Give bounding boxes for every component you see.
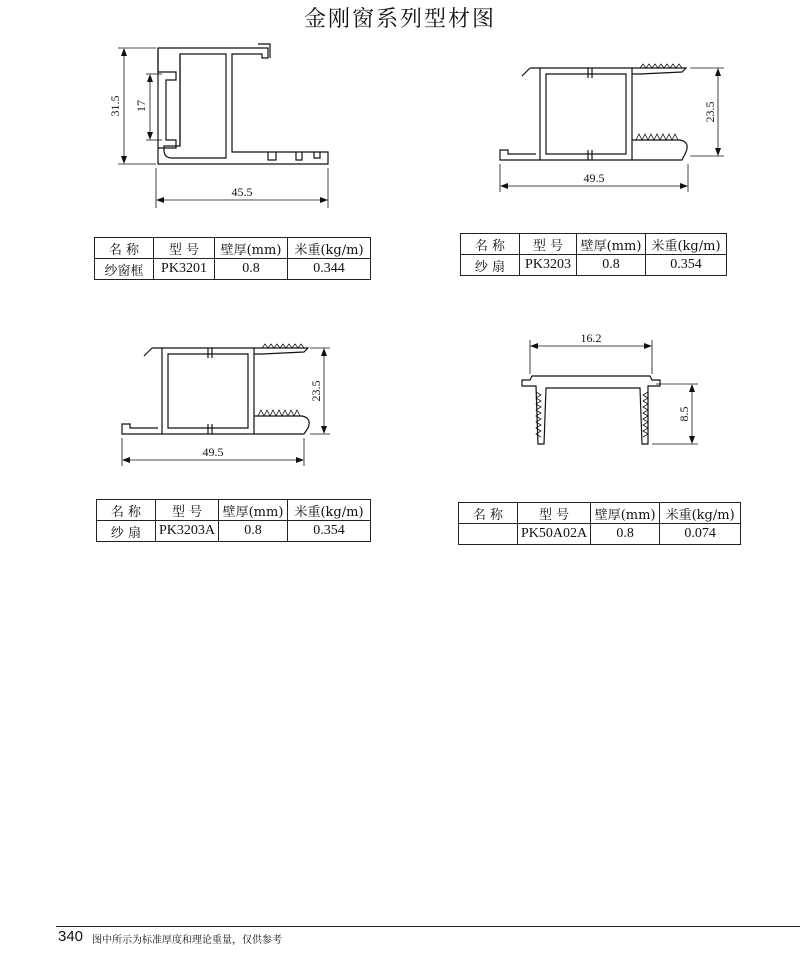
table-row (459, 524, 741, 545)
cell-model: PK50A02A (518, 524, 591, 545)
cell-name: 纱 扇 (97, 521, 156, 542)
header-wall: 壁厚(mm) (219, 500, 288, 521)
header-name: 名 称 (461, 234, 520, 255)
footer-note: 图中所示为标准厚度和理论重量，仅供参考 (92, 935, 282, 946)
header-name: 名 称 (95, 238, 154, 259)
header-weight: 米重(kg/m) (660, 503, 741, 524)
cell-weight: 0.354 (288, 521, 371, 542)
cell-weight: 0.344 (288, 259, 371, 280)
dim-label: 16.2 (580, 331, 602, 345)
table-row (97, 521, 371, 542)
spec-table-pk3203 (460, 233, 727, 276)
cell-wall: 0.8 (577, 255, 646, 276)
header-name: 名 称 (97, 500, 156, 521)
header-model: 型 号 (518, 503, 591, 524)
header-model: 型 号 (156, 500, 219, 521)
dim-label: 23.5 (703, 101, 717, 123)
table-header-row (459, 503, 741, 524)
dim-label: 31.5 (108, 95, 122, 117)
cell-name (459, 524, 518, 545)
header-wall: 壁厚(mm) (591, 503, 660, 524)
header-weight: 米重(kg/m) (646, 234, 727, 255)
profile-drawing-pk3203 (500, 64, 724, 192)
dim-label: 45.5 (231, 185, 253, 199)
page-number: 340 (58, 928, 84, 945)
profile-drawing-pk3203a (122, 344, 330, 466)
dim-label: 17 (134, 100, 148, 112)
cell-wall: 0.8 (219, 521, 288, 542)
dim-label: 49.5 (583, 171, 605, 185)
table-header-row (95, 238, 371, 259)
table-row (95, 259, 371, 280)
cell-wall: 0.8 (591, 524, 660, 545)
cell-weight: 0.074 (660, 524, 741, 545)
table-header-row (97, 500, 371, 521)
table-header-row (461, 234, 727, 255)
header-weight: 米重(kg/m) (288, 238, 371, 259)
header-model: 型 号 (520, 234, 577, 255)
header-wall: 壁厚(mm) (215, 238, 288, 259)
cell-wall: 0.8 (215, 259, 288, 280)
cell-weight: 0.354 (646, 255, 727, 276)
profile-drawing-pk3201 (118, 44, 328, 208)
header-weight: 米重(kg/m) (288, 500, 371, 521)
cell-name: 纱 扇 (461, 255, 520, 276)
footer-divider (56, 926, 800, 927)
cell-model: PK3203 (520, 255, 577, 276)
spec-table-pk3203a (96, 499, 371, 542)
dim-label: 49.5 (202, 445, 224, 459)
dim-label: 8.5 (677, 406, 691, 422)
spec-table-pk50a02a (458, 502, 741, 545)
header-wall: 壁厚(mm) (577, 234, 646, 255)
profile-drawing-pk50a02a (522, 340, 698, 444)
header-model: 型 号 (154, 238, 215, 259)
spec-table-pk3201 (94, 237, 371, 280)
cell-model: PK3203A (156, 521, 219, 542)
page-title: 金刚窗系列型材图 (303, 7, 496, 32)
dim-label: 23.5 (309, 380, 323, 402)
header-name: 名 称 (459, 503, 518, 524)
cell-model: PK3201 (154, 259, 215, 280)
table-row (461, 255, 727, 276)
cell-name: 纱窗框 (95, 259, 154, 280)
